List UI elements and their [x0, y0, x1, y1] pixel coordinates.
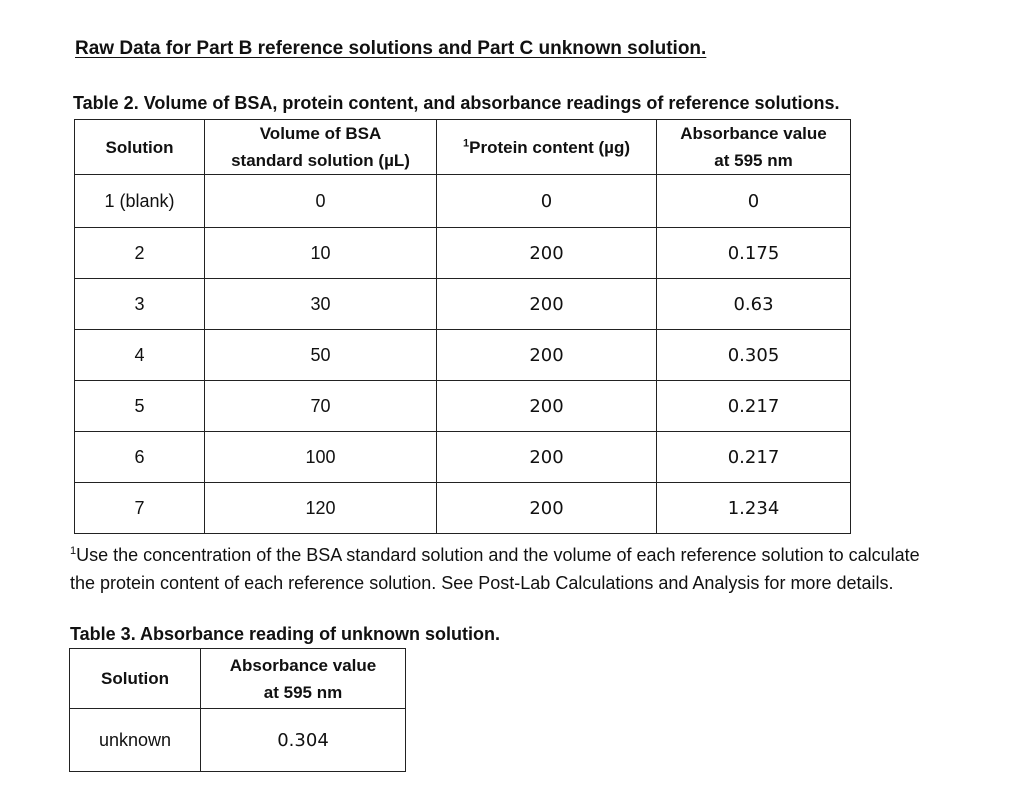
cell-absorbance: 0.217	[657, 381, 851, 432]
cell-solution: 5	[75, 381, 205, 432]
header-volume-line1: Volume of BSA	[259, 124, 382, 143]
table-row	[75, 228, 851, 279]
header-volume	[205, 120, 437, 175]
header-absorbance-line1: Absorbance value	[229, 655, 377, 675]
footnote-marker: 1	[70, 545, 77, 557]
page-heading: Raw Data for Part B reference solutions and Part C unknown solution.	[75, 38, 707, 59]
cell-absorbance: 0.304	[201, 709, 406, 772]
table-row	[75, 175, 851, 228]
table2-caption: Table 2. Volume of BSA, protein content, and absorbance readings of reference solutions.	[73, 93, 840, 113]
table-row	[75, 279, 851, 330]
header-volume-line2: standard solution (µL)	[231, 151, 410, 170]
footnote-marker: 1	[462, 136, 470, 149]
header-absorbance	[657, 120, 851, 175]
table-row	[70, 709, 406, 772]
header-protein-label: Protein content (µg)	[469, 137, 631, 157]
cell-solution: 1 (blank)	[75, 175, 205, 228]
table-row	[75, 330, 851, 381]
cell-protein: 0	[437, 175, 657, 228]
cell-volume: 0	[205, 175, 437, 228]
cell-absorbance: 0	[657, 175, 851, 228]
cell-protein: 200	[437, 279, 657, 330]
cell-solution: 7	[75, 483, 205, 534]
cell-absorbance: 0.63	[657, 279, 851, 330]
table-row	[75, 381, 851, 432]
cell-volume: 100	[205, 432, 437, 483]
reference-solutions-table	[74, 119, 851, 534]
cell-protein: 200	[437, 330, 657, 381]
cell-protein: 200	[437, 381, 657, 432]
unknown-solution-table	[69, 648, 406, 772]
cell-solution: unknown	[70, 709, 201, 772]
header-solution: Solution	[70, 649, 201, 709]
cell-volume: 120	[205, 483, 437, 534]
cell-solution: 2	[75, 228, 205, 279]
header-solution: Solution	[75, 120, 205, 175]
cell-absorbance: 0.217	[657, 432, 851, 483]
cell-protein: 200	[437, 483, 657, 534]
cell-volume: 70	[205, 381, 437, 432]
header-absorbance-line1: Absorbance value	[680, 124, 827, 143]
table-row	[75, 432, 851, 483]
cell-absorbance: 1.234	[657, 483, 851, 534]
cell-volume: 50	[205, 330, 437, 381]
header-protein	[437, 120, 657, 175]
table3-caption: Table 3. Absorbance reading of unknown solution.	[70, 624, 501, 644]
cell-volume: 30	[205, 279, 437, 330]
cell-absorbance: 0.305	[657, 330, 851, 381]
cell-protein: 200	[437, 228, 657, 279]
header-absorbance	[201, 649, 406, 709]
footnote-line2: the protein content of each reference solution. See Post-Lab Calculations and Analysis for more details.	[70, 573, 894, 593]
table-header-row	[75, 120, 851, 175]
cell-absorbance: 0.175	[657, 228, 851, 279]
footnote-text-line1: Use the concentration of the BSA standard solution and the volume of each reference solution to calculate	[76, 545, 920, 565]
table-row	[75, 483, 851, 534]
cell-protein: 200	[437, 432, 657, 483]
cell-solution: 6	[75, 432, 205, 483]
footnote-line1	[70, 541, 1020, 569]
header-absorbance-line2: at 595 nm	[263, 682, 343, 702]
cell-volume: 10	[205, 228, 437, 279]
table-header-row	[70, 649, 406, 709]
table2-footnote	[70, 541, 1020, 597]
cell-solution: 3	[75, 279, 205, 330]
cell-solution: 4	[75, 330, 205, 381]
header-absorbance-line2: at 595 nm	[714, 151, 793, 170]
